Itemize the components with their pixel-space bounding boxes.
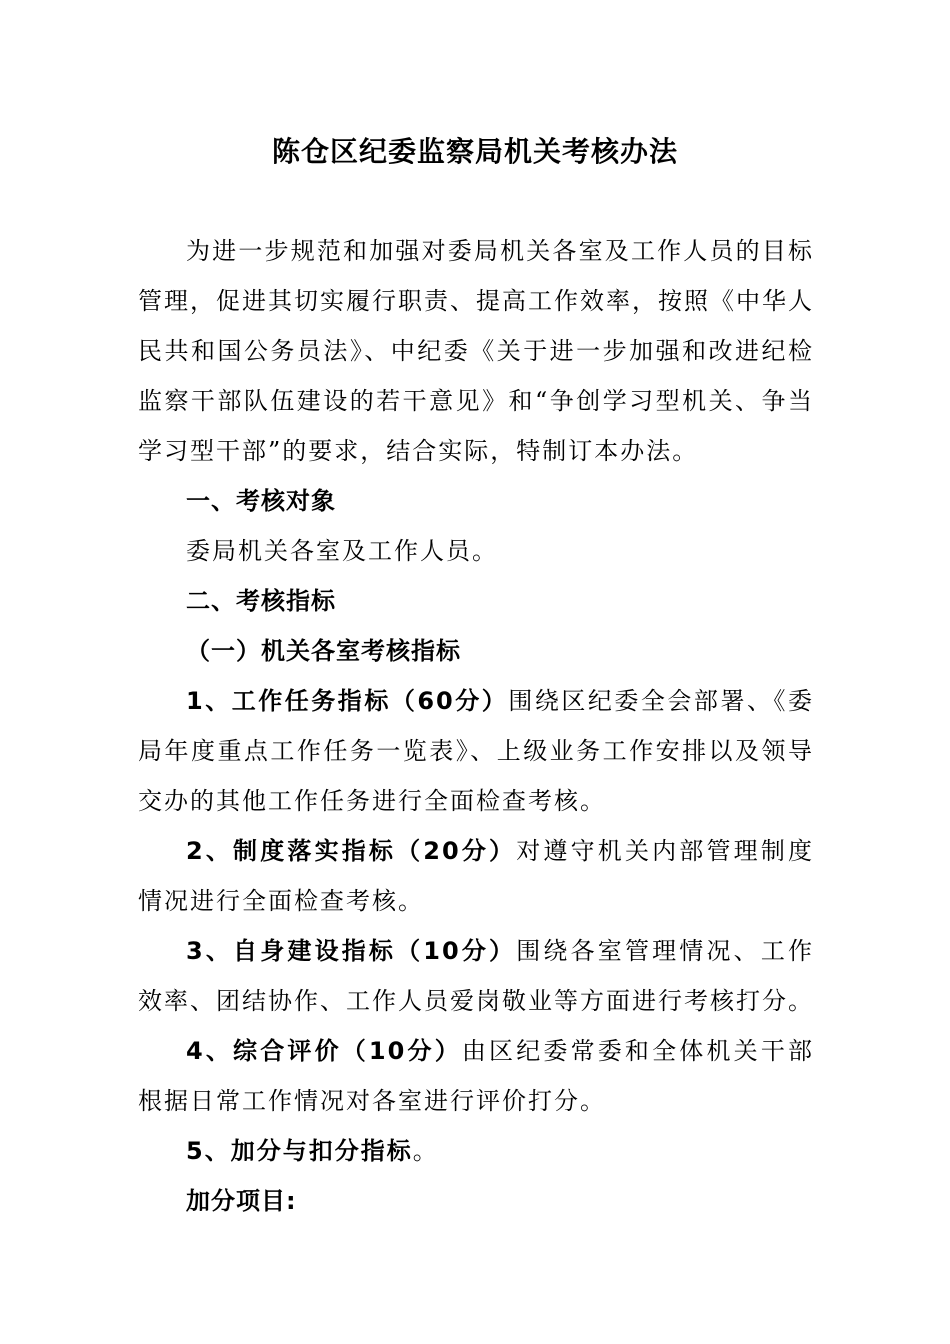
indicator-item-text: 对遵守机关内部管理制度情况进行全面检查考核。 xyxy=(138,837,815,915)
indicator-item xyxy=(138,926,814,1026)
indicator-item xyxy=(138,676,814,826)
indicator-item xyxy=(138,1126,814,1176)
section-heading-assessment-indicators: 二、考核指标 xyxy=(186,587,336,615)
indicator-item-lead: 4、综合评价（10分） xyxy=(186,1037,462,1065)
indicator-item-text: 围绕区纪委全会部署、《委局年度重点工作任务一览表》、上级业务工作安排以及领导交办的其他工作任务进行全面检查考核。 xyxy=(138,687,814,815)
indicator-item-lead: 5、加分与扣分指标 xyxy=(186,1137,413,1165)
indicator-item-lead: 1、工作任务指标（60分） xyxy=(186,687,509,715)
bonus-items-heading: 加分项目: xyxy=(186,1187,297,1215)
section-heading-assessment-target: 一、考核对象 xyxy=(186,487,336,515)
intro-paragraph: 为进一步规范和加强对委局机关各室及工作人员的目标管理，促进其切实履行职责、提高工作效率，按照《中华人民共和国公务员法》、中纪委《关于进一步加强和改进纪检监察干部队伍建设的若干意见》和“争创学习型机关、争当学习型干部”的要求，结合实际，特制订本办法。 xyxy=(138,237,814,465)
indicator-item-text: 。 xyxy=(412,1137,439,1165)
indicator-item-lead: 2、制度落实指标（20分） xyxy=(186,837,517,865)
indicator-item xyxy=(138,826,814,926)
document-title: 陈仓区纪委监察局机关考核办法 xyxy=(271,135,678,168)
assessment-target-paragraph: 委局机关各室及工作人员。 xyxy=(186,537,498,565)
indicator-item-lead: 3、自身建设指标（10分） xyxy=(186,937,517,965)
indicator-item xyxy=(138,1026,814,1126)
indicator-item-text: 由区纪委常委和全体机关干部根据日常工作情况对各室进行评价打分。 xyxy=(138,1037,814,1115)
subsection-heading-office-indicators: （一）机关各室考核指标 xyxy=(186,637,461,665)
document-body xyxy=(138,226,814,1226)
indicator-item-text: 围绕各室管理情况、工作效率、团结协作、工作人员爱岗敬业等方面进行考核打分。 xyxy=(138,937,815,1015)
